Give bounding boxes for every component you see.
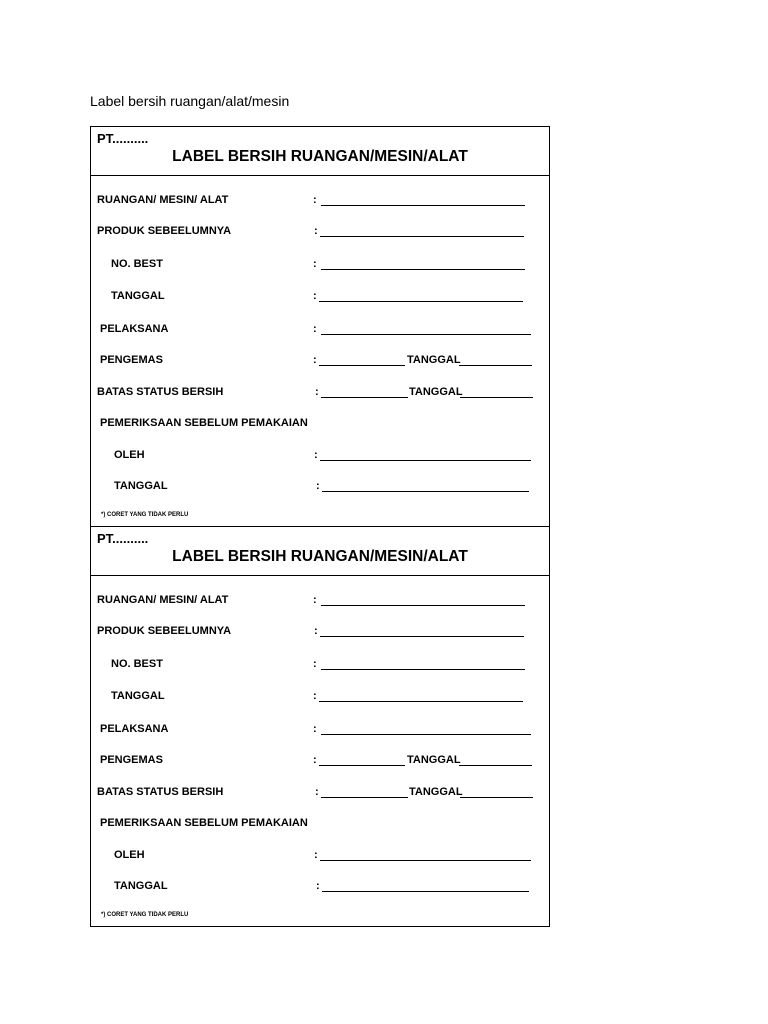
inline-label-tanggal: TANGGAL (407, 754, 461, 766)
clean-label-card-1 (90, 126, 550, 527)
footnote: *) CORET YANG TIDAK PERLU (101, 912, 189, 918)
clean-label-card-2 (90, 526, 550, 927)
field-label-pelaksana: PELAKSANA (100, 723, 169, 735)
fill-line-tanggal-pemeriksaan[interactable] (322, 491, 529, 492)
fill-line-pengemas-tanggal[interactable] (459, 365, 532, 366)
field-label-no-best: NO. BEST (111, 258, 163, 270)
fill-line-ruangan[interactable] (321, 605, 525, 606)
fill-line-no-best[interactable] (321, 669, 525, 670)
card-title: LABEL BERSIH RUANGAN/MESIN/ALAT (172, 548, 468, 565)
fill-line-batas-tanggal[interactable] (460, 797, 533, 798)
card-header (91, 527, 549, 576)
field-label-oleh: OLEH (114, 849, 145, 861)
fill-line-produk[interactable] (320, 636, 524, 637)
fill-line-pelaksana[interactable] (321, 734, 531, 735)
field-label-tanggal: TANGGAL (111, 690, 165, 702)
fill-line-batas[interactable] (321, 397, 408, 398)
colon: : (313, 323, 317, 335)
colon: : (313, 658, 317, 670)
colon: : (314, 625, 318, 637)
colon: : (316, 480, 320, 492)
colon: : (313, 194, 317, 206)
fill-line-pengemas[interactable] (319, 765, 405, 766)
field-label-pengemas: PENGEMAS (100, 354, 163, 366)
fill-line-oleh[interactable] (320, 460, 531, 461)
section-label-pemeriksaan: PEMERIKSAAN SEBELUM PEMAKAIAN (100, 817, 308, 829)
field-label-oleh: OLEH (114, 449, 145, 461)
field-label-ruangan: RUANGAN/ MESIN/ ALAT (97, 594, 229, 606)
field-label-tanggal: TANGGAL (111, 290, 165, 302)
colon: : (313, 290, 317, 302)
colon: : (314, 225, 318, 237)
company-placeholder: PT.......... (97, 531, 149, 546)
colon: : (314, 849, 318, 861)
fill-line-tanggal[interactable] (319, 701, 523, 702)
colon: : (313, 594, 317, 606)
field-label-batas: BATAS STATUS BERSIH (97, 786, 224, 798)
card-title: LABEL BERSIH RUANGAN/MESIN/ALAT (172, 148, 468, 165)
fill-line-produk[interactable] (320, 236, 524, 237)
inline-label-tanggal: TANGGAL (409, 386, 463, 398)
fill-line-tanggal-pemeriksaan[interactable] (322, 891, 529, 892)
field-label-no-best: NO. BEST (111, 658, 163, 670)
document-caption: Label bersih ruangan/alat/mesin (90, 93, 290, 109)
field-label-pengemas: PENGEMAS (100, 754, 163, 766)
fill-line-batas-tanggal[interactable] (460, 397, 533, 398)
field-label-tanggal-pemeriksaan: TANGGAL (114, 880, 168, 892)
fill-line-oleh[interactable] (320, 860, 531, 861)
inline-label-tanggal: TANGGAL (409, 786, 463, 798)
colon: : (315, 386, 319, 398)
colon: : (313, 723, 317, 735)
footnote: *) CORET YANG TIDAK PERLU (101, 512, 189, 518)
colon: : (313, 690, 317, 702)
fill-line-ruangan[interactable] (321, 205, 525, 206)
field-label-produk: PRODUK SEBEELUMNYA (97, 225, 232, 237)
field-label-batas: BATAS STATUS BERSIH (97, 386, 224, 398)
colon: : (314, 449, 318, 461)
inline-label-tanggal: TANGGAL (407, 354, 461, 366)
colon: : (313, 354, 317, 366)
fill-line-batas[interactable] (321, 797, 408, 798)
fill-line-pengemas[interactable] (319, 365, 405, 366)
card-header (91, 127, 549, 176)
fill-line-no-best[interactable] (321, 269, 525, 270)
field-label-ruangan: RUANGAN/ MESIN/ ALAT (97, 194, 229, 206)
section-label-pemeriksaan: PEMERIKSAAN SEBELUM PEMAKAIAN (100, 417, 308, 429)
field-label-pelaksana: PELAKSANA (100, 323, 169, 335)
field-label-tanggal-pemeriksaan: TANGGAL (114, 480, 168, 492)
fill-line-pengemas-tanggal[interactable] (459, 765, 532, 766)
colon: : (313, 754, 317, 766)
fill-line-pelaksana[interactable] (321, 334, 531, 335)
colon: : (315, 786, 319, 798)
field-label-produk: PRODUK SEBEELUMNYA (97, 625, 232, 637)
colon: : (313, 258, 317, 270)
colon: : (316, 880, 320, 892)
company-placeholder: PT.......... (97, 131, 149, 146)
fill-line-tanggal[interactable] (319, 301, 523, 302)
